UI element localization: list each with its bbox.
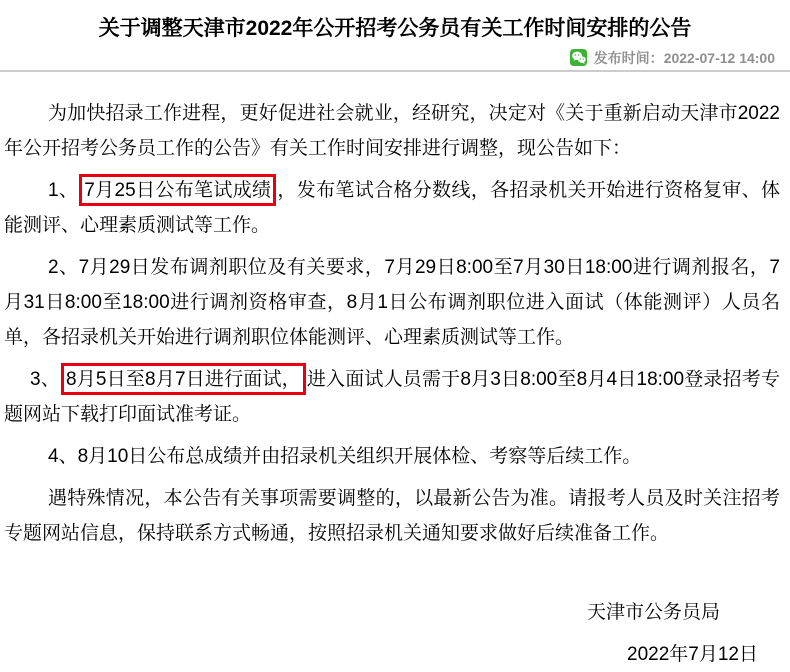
publish-time-text bbox=[594, 48, 775, 68]
highlight-box-written-test-results: 7月25日公布笔试成绩 bbox=[79, 174, 276, 206]
wechat-share-icon[interactable] bbox=[570, 49, 587, 66]
publish-time-row bbox=[0, 48, 790, 67]
paragraph-closing: 遇特殊情况，本公告有关事项需要调整的，以最新公告为准。请报考人员及时关注招考专题网站信息，保持联系方式畅通，按照招录机关通知要求做好后续准备工作。 bbox=[4, 488, 780, 544]
publish-time-value: 2022-07-12 14:00 bbox=[663, 49, 775, 66]
paragraph-intro: 为加快招录工作进程，更好促进社会就业，经研究，决定对《关于重新启动天津市2022年公开招考公务员工作的公告》有关工作时间安排进行调整，现公告如下： bbox=[4, 103, 780, 159]
item-3-number: 3、 bbox=[30, 369, 60, 390]
page-title: 关于调整天津市2022年公开招考公务员有关工作时间安排的公告 bbox=[98, 17, 692, 40]
highlight-box-interview-dates: 8月5日至8月7日进行面试， bbox=[61, 363, 306, 395]
announcement-header bbox=[0, 0, 790, 72]
announcement-body bbox=[0, 72, 790, 672]
paragraph-item-1 bbox=[4, 173, 780, 243]
signature-organization: 天津市公务员局 bbox=[586, 602, 720, 623]
item-3-rest: 进入面试人员需于8月3日8:00至8月4日18:00登录招考专题网站下载打印面试准考证。 bbox=[4, 369, 780, 425]
signature-block bbox=[4, 595, 780, 672]
item-1-rest: ，发布笔试合格分数线，各招录机关开始进行资格复审、体能测评、心理素质测试等工作。 bbox=[4, 180, 780, 236]
paragraph-item-3 bbox=[4, 362, 780, 432]
publish-time-label: 发布时间： bbox=[593, 49, 664, 66]
paragraph-item-2: 2、7月29日发布调剂职位及有关要求，7月29日8:00至7月30日18:00进行调剂报名，7月31日8:00至18:00进行调剂资格审查，8月1日公布调剂职位进入面试（体能测评）人员名单，各招录机关开始进行调剂职位体能测评、心理素质测试等工作。 bbox=[4, 257, 780, 348]
paragraph-item-4: 4、8月10日公布总成绩并由招录机关组织开展体检、考察等后续工作。 bbox=[48, 446, 642, 467]
item-1-number: 1、 bbox=[48, 180, 79, 201]
signature-date: 2022年7月12日 bbox=[627, 644, 758, 665]
